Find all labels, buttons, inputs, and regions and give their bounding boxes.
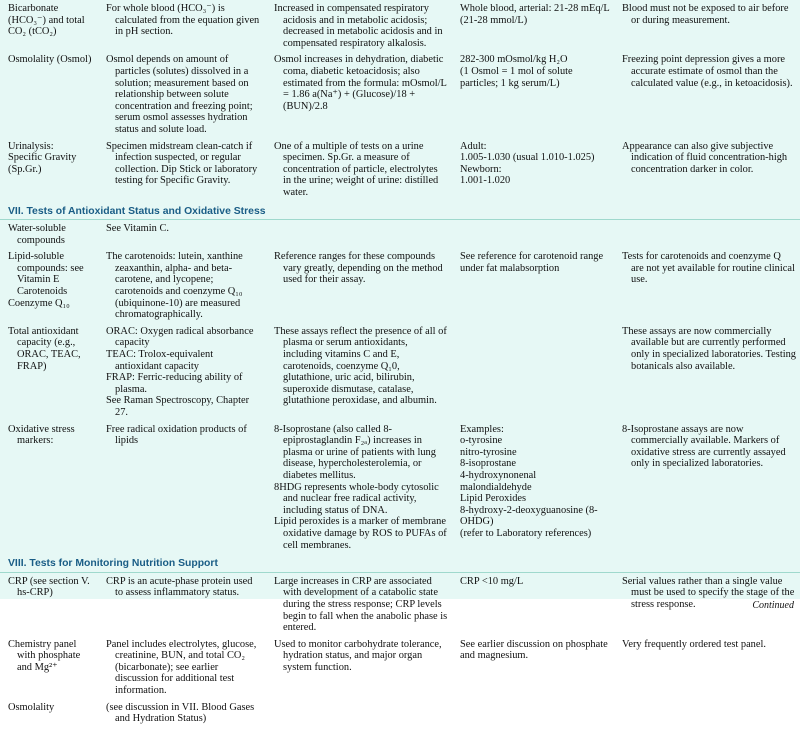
description-text: FRAP: Ferric-reducing ability of plasma. [106,372,243,395]
reference-text: 4-hydroxynonenal [460,469,537,481]
description-text: ORAC: Oxygen radical absorbance capacity [106,325,254,349]
interpretation-cell [266,54,452,140]
interpretation-cell [266,0,452,54]
interpretation-text: These assays reflect the presence of all of plasma or serum antioxidants, including vitamins C and E, carotenoids, coenzyme Q₁0, glutathione, uric acid, bilirubin, superoxide dismutase, catalase, glutathione peroxidase, and albumin. [274,325,447,407]
test-text: CRP (see section V. hs-CRP) [8,575,90,599]
comments-cell [614,424,800,557]
test-text: CO₂ (tCO₂) [8,26,57,38]
comments-text: Blood must not be exposed to air before or during measurement. [622,3,789,26]
interpretation-text: Osmol increases in dehydration, diabetic coma, diabetic ketoacidosis; also estimated from the formula: mOsmol/L = 1.86 a(Na⁺) + (Glucose)/18 + (BUN)/2.8 [274,54,447,112]
reference-text: Adult: [460,140,487,152]
table-row [0,639,800,702]
comments-text: Serial values rather than a single value must be used to specify the stage of the stress response. [622,575,795,610]
test-text: Osmolality [8,701,55,713]
reference-text: nitro-tyrosine [460,446,517,458]
interpretation-cell [266,220,452,252]
reference-text: Examples: [460,423,504,435]
table-row [0,54,800,140]
interpretation-text: Large increases in CRP are associated with development of a catabolic state during the stress response; CRP levels begin to fall when the anabolic phase is entered. [274,575,448,634]
test-cell [0,326,98,424]
test-text: Urinalysis: [8,140,54,152]
reference-cell [452,424,614,557]
reference-cell [452,326,614,424]
interpretation-text: Increased in compensated respiratory acidosis and in metabolic acidosis; decreased in metabolic acidosis and in compensated respiratory alkalosis. [274,3,443,49]
test-cell [0,639,98,702]
description-text: See Raman Spectroscopy, Chapter 27. [106,395,250,418]
reference-text: 1.001-1.020 [460,175,511,187]
interpretation-text: 8HDG represents whole-body cytosolic and nuclear free radical activity, including status of DNA. [274,481,439,516]
interpretation-text: Used to monitor carbohydrate tolerance, hydration status, and major organ system function. [274,638,442,673]
description-cell [98,141,266,204]
interpretation-cell [266,326,452,424]
reference-cell [452,572,614,638]
reference-text: 282-300 mOsmol/kg H₂O [460,54,568,66]
test-cell [0,0,98,54]
test-text: Chemistry panel with phosphate and Mg²⁺ [8,638,81,673]
section-header [0,204,800,220]
interpretation-cell [266,251,452,326]
test-text: Lipid-soluble compounds: see Vitamin E Carotenoids [8,251,84,298]
reference-text: Newborn: [460,163,502,175]
test-cell [0,424,98,557]
table-row [0,141,800,204]
test-text: (Sp.Gr.) [8,163,42,175]
description-text: (see discussion in VII. Blood Gases and Hydration Status) [106,701,255,725]
interpretation-text: Lipid peroxides is a marker of membrane oxidative damage by ROS to PUFAs of cell membranes. [274,516,447,551]
reference-text: See earlier discussion on phosphate and magnesium. [460,638,608,662]
test-cell [0,141,98,204]
description-cell [98,639,266,702]
test-cell [0,54,98,140]
table-row [0,424,800,557]
section-header [0,556,800,572]
reference-text: 8-hydroxy-2-deoxyguanosine (8-OHDG) [460,504,598,528]
table-row [0,0,800,54]
table-row [0,702,800,730]
reference-cell [452,54,614,140]
test-cell [0,251,98,326]
reference-cell [452,702,614,730]
reference-text: See reference for carotenoid range under fat malabsorption [460,251,604,274]
description-cell [98,424,266,557]
comments-text: Freezing point depression gives a more accurate estimate of osmol than the calculated value (e.g., in ketoacidosis). [622,54,793,89]
reference-text: 8-isoprostane [460,458,516,470]
reference-cell [452,0,614,54]
description-cell [98,251,266,326]
comments-text: 8-Isoprostane assays are now commercially available. Markers of oxidative stress are currently assayed only in specialized laboratories. [622,423,786,470]
comments-text: Tests for carotenoids and coenzyme Q are not yet available for routine clinical use. [622,251,795,286]
table-row [0,220,800,252]
reference-text: Whole blood, arterial: 21-28 mEq/L [460,3,610,14]
comments-cell [614,702,800,730]
interpretation-cell [266,639,452,702]
description-text: Specimen midstream clean-catch if infection suspected, or regular collection. Dip Stick or laboratory testing for Specific Gravity. [106,140,258,187]
test-text: Water-soluble compounds [8,223,66,246]
comments-cell [614,141,800,204]
table-row [0,251,800,326]
test-text: Coenzyme Q₁₀ [8,297,70,309]
reference-text: malondialdehyde [460,481,532,493]
reference-cell [452,220,614,252]
comments-cell [614,639,800,702]
reference-cell [452,141,614,204]
comments-cell [614,220,800,252]
test-text: Specific Gravity [8,152,77,164]
description-text: The carotenoids: lutein, xanthine zeaxanthin, alpha- and beta-carotene, and lycopene; carotenoids and coenzyme Q₁₀ (ubiquinone-10) are measured chromatographically. [106,251,243,321]
comments-cell [614,326,800,424]
description-cell [98,326,266,424]
interpretation-cell [266,572,452,638]
reference-text: 1.005-1.030 (usual 1.010-1.025) [460,152,595,164]
section-title: VII. Tests of Antioxidant Status and Oxidative Stress [0,204,800,220]
description-text: Osmol depends on amount of particles (solutes) dissolved in a solution; measurement based on relationship between solute concentration and freezing point; serum osmol assesses hydration status and solute load. [106,54,253,135]
description-cell [98,220,266,252]
comments-text: These assays are now commercially available but are currently performed only in specialized laboratories. Testing botanicals also available. [622,325,796,372]
interpretation-text: 8-Isoprostane (also called 8-epiprostaglandin F₂ₐ) increases in plasma or urine of patients with lung disease, hypercholesterolemia, or diabetes mellitus. [274,423,436,481]
test-cell [0,702,98,730]
reference-text: (1 Osmol = 1 mol of solute particles; 1 kg serum/L) [460,65,573,89]
comments-cell [614,0,800,54]
interpretation-text: One of a multiple of tests on a urine specimen. Sp.Gr. a measure of concentration of particle, electrolytes in the urine; weight of urine: distilled water. [274,140,439,198]
reference-text: Lipid Peroxides [460,493,527,505]
description-text: Panel includes electrolytes, glucose, creatinine, BUN, and total CO₂ (bicarbonate); see earlier discussion for additional test information. [106,638,257,697]
description-cell [98,702,266,730]
reference-cell [452,251,614,326]
description-cell [98,54,266,140]
interpretation-text: Reference ranges for these compounds vary greatly, depending on the method used for their assay. [274,251,443,286]
test-text: Oxidative stress markers: [8,423,75,447]
description-text: For whole blood (HCO₃⁻) is calculated from the equation given in pH section. [106,3,260,38]
test-text: Total antioxidant capacity (e.g., ORAC, TEAC, FRAP) [8,325,81,372]
test-cell [0,220,98,252]
interpretation-cell [266,141,452,204]
reference-text: o-tyrosine [460,435,503,447]
comments-text: Appearance can also give subjective indication of fluid concentration-high concentration darker in color. [622,140,788,175]
reference-cell [452,639,614,702]
description-cell [98,0,266,54]
description-text: See Vitamin C. [106,223,169,235]
table-row [0,326,800,424]
comments-cell [614,251,800,326]
interpretation-cell [266,424,452,557]
description-text: Free radical oxidation products of lipids [106,423,247,447]
table-row [0,572,800,638]
comments-text: Very frequently ordered test panel. [622,638,766,650]
section-title: VIII. Tests for Monitoring Nutrition Support [0,556,800,572]
reference-text: (refer to Laboratory references) [460,527,592,539]
test-text: (HCO₃⁻) and total [8,14,85,26]
test-cell [0,572,98,638]
description-cell [98,572,266,638]
test-text: Osmolality (Osmol) [8,54,92,66]
description-text: TEAC: Trolox-equivalent antioxidant capacity [106,349,214,372]
comments-cell [614,54,800,140]
description-text: CRP is an acute-phase protein used to assess inflammatory status. [106,575,253,599]
continued-label: Continued [752,600,794,611]
interpretation-cell [266,702,452,730]
test-text: Bicarbonate [8,3,59,14]
reference-text: (21-28 mmol/L) [460,14,528,26]
reference-text: CRP <10 mg/L [460,575,524,587]
